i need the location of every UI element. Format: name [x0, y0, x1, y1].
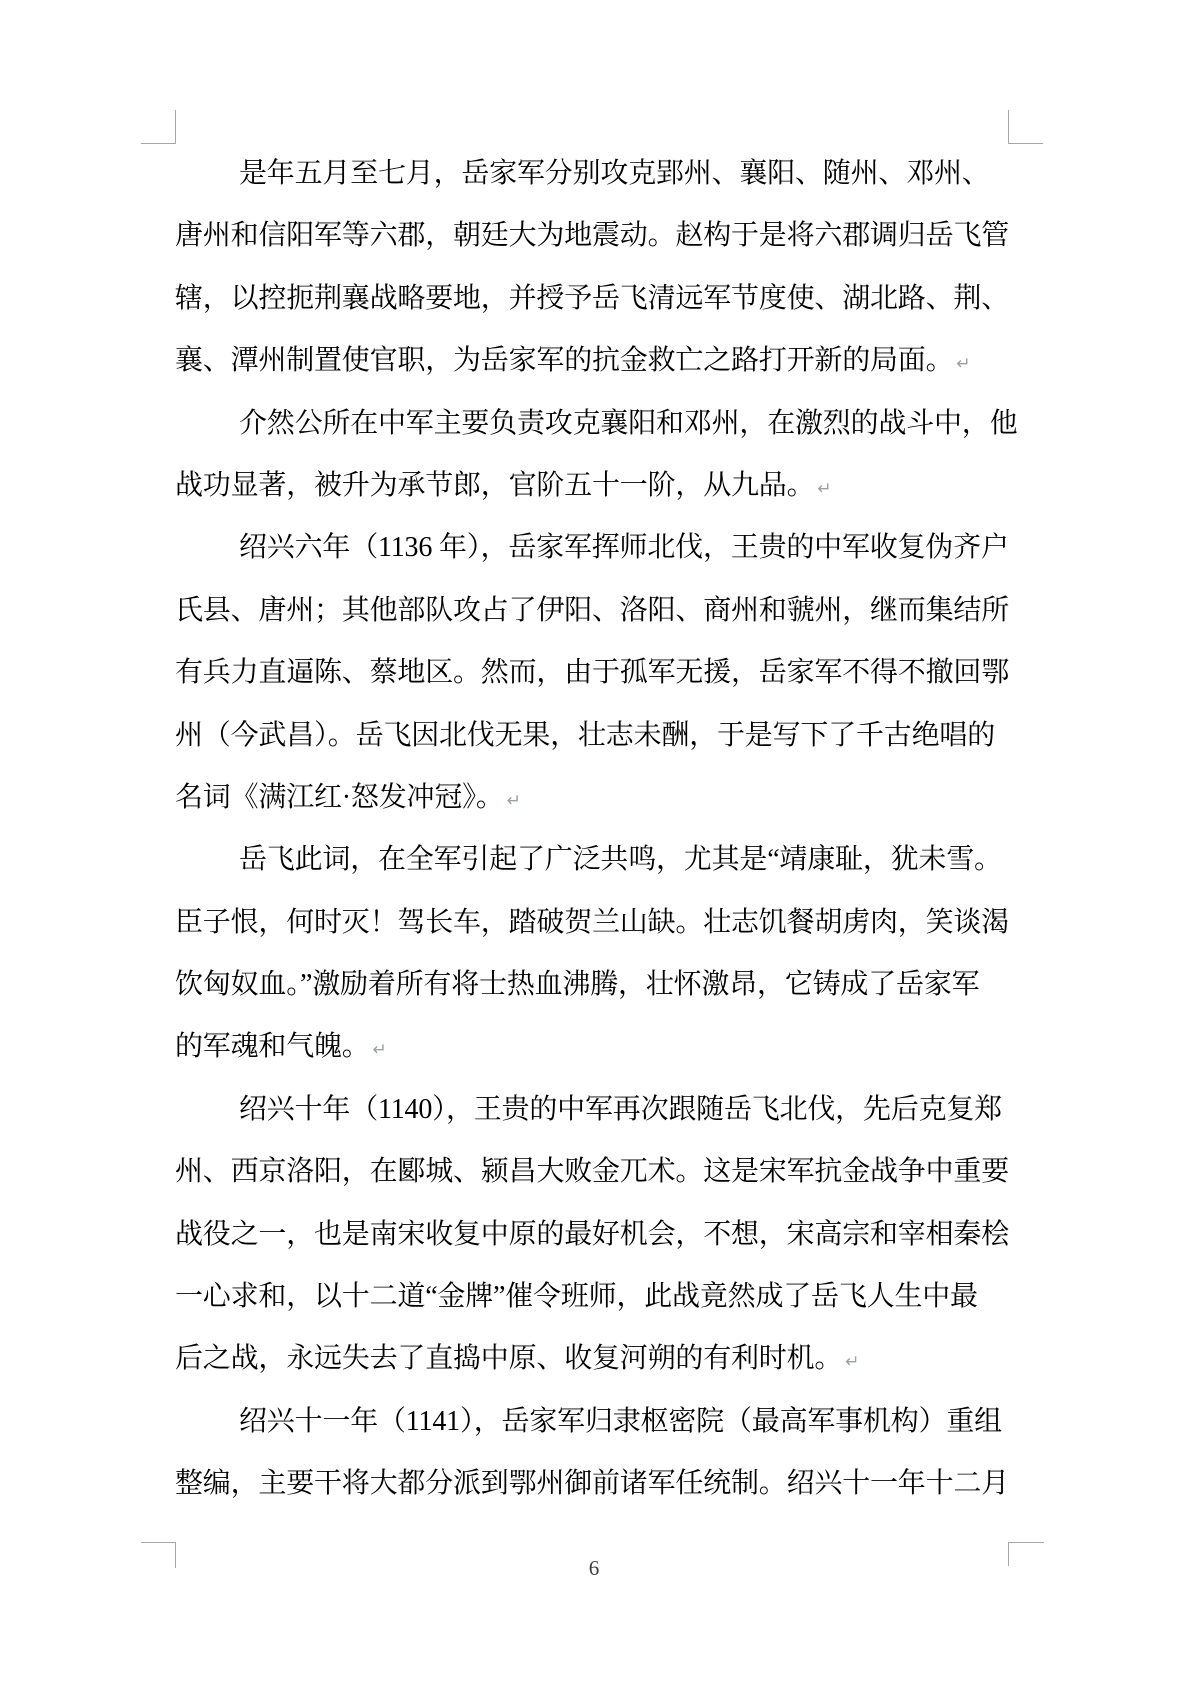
text-line[interactable]: 介然公所在中军主要负责攻克襄阳和邓州，在激烈的战斗中，他: [239, 407, 1018, 439]
paragraph-end-mark-icon: ↵: [817, 478, 832, 499]
text-line[interactable]: 州（今武昌）。岳飞因北伐无果，壮志未酬，于是写下了千古绝唱的: [175, 719, 996, 751]
text-line[interactable]: 是年五月至七月，岳家军分别攻克郢州、襄阳、随州、邓州、: [239, 158, 990, 189]
paragraph: [175, 1391, 1008, 1516]
text-line[interactable]: 有兵力直逼陈、蔡地区。然而，由于孤军无援，岳家军不得不撤回鄂: [175, 657, 1010, 689]
text-line[interactable]: [175, 1016, 1008, 1078]
text-line[interactable]: 州、西京洛阳，在郾城、颍昌大败金兀术。这是宋军抗金战争中重要: [175, 1156, 1010, 1188]
text-line[interactable]: 辖，以控扼荆襄战略要地，并授予岳飞清远军节度使、湖北路、荆、: [175, 282, 1010, 314]
document-text-area[interactable]: [175, 143, 1018, 1516]
paragraph: [175, 393, 1018, 518]
paragraph: [175, 143, 1008, 393]
text-line[interactable]: 岳飞此词，在全军引起了广泛共鸣，尤其是“靖康耻，犹未雪。: [239, 844, 1002, 876]
text-line[interactable]: [175, 330, 1008, 392]
text-line[interactable]: 整编，主要干将大都分派到鄂州御前诸军任统制。绍兴十一年十二月: [175, 1468, 1010, 1500]
text-line[interactable]: 唐州和信阳军等六郡，朝廷大为地震动。赵构于是将六郡调归岳飞管: [175, 220, 1010, 252]
paragraph-end-mark-icon: ↵: [506, 790, 521, 811]
text-line-content: 战功显著，被升为承节郎，官阶五十一阶，从九品。: [175, 469, 815, 501]
paragraph: [175, 829, 1008, 1079]
text-line[interactable]: 一心求和，以十二道“金牌”催令班师，此战竟然成了岳飞人生中最: [175, 1281, 978, 1313]
text-line-content: 襄、潭州制置使官职，为岳家军的抗金救亡之路打开新的局面。: [175, 345, 954, 377]
page-number: 6: [588, 1556, 600, 1580]
text-line-content: 名词《满江红·怒发冲冠》。: [175, 781, 504, 813]
paragraph-end-mark-icon: ↵: [845, 1352, 860, 1373]
text-line[interactable]: 绍兴十一年（1141），岳家军归隶枢密院（最高军事机构）重组: [239, 1405, 1002, 1437]
crop-mark-top-right-icon: [1008, 110, 1043, 144]
crop-mark-top-left-icon: [141, 110, 176, 144]
text-line[interactable]: 氏县、唐州；其他部队攻占了伊阳、洛阳、商州和虢州，继而集结所: [175, 594, 1010, 626]
paragraph-end-mark-icon: ↵: [372, 1040, 387, 1061]
paragraph: [175, 1079, 1008, 1391]
text-line[interactable]: [175, 455, 1008, 517]
text-line[interactable]: 绍兴十年（1140），王贵的中军再次跟随岳飞北伐，先后克复郑: [239, 1093, 1002, 1125]
text-line-content: 后之战，永远失去了直捣中原、收复河朔的有利时机。: [175, 1343, 843, 1375]
text-line[interactable]: 饮匈奴血。”激励着所有将士热血沸腾，壮怀激昂，它铸成了岳家军: [175, 969, 980, 1001]
text-line[interactable]: 战役之一，也是南宋收复中原的最好机会，不想，宋高宗和宰相秦桧: [175, 1218, 1010, 1250]
text-line[interactable]: [175, 1328, 1008, 1390]
text-line[interactable]: 绍兴六年（1136 年），岳家军挥师北伐，王贵的中军收复伪齐户: [239, 532, 1009, 564]
paragraph: [175, 517, 1008, 829]
text-line[interactable]: 臣子恨，何时灭！驾长车，踏破贺兰山缺。壮志饥餐胡虏肉，笑谈渴: [175, 906, 1010, 938]
text-line-content: 的军魂和气魄。: [175, 1031, 370, 1063]
text-line[interactable]: [175, 767, 1008, 829]
paragraph-end-mark-icon: ↵: [956, 354, 971, 375]
